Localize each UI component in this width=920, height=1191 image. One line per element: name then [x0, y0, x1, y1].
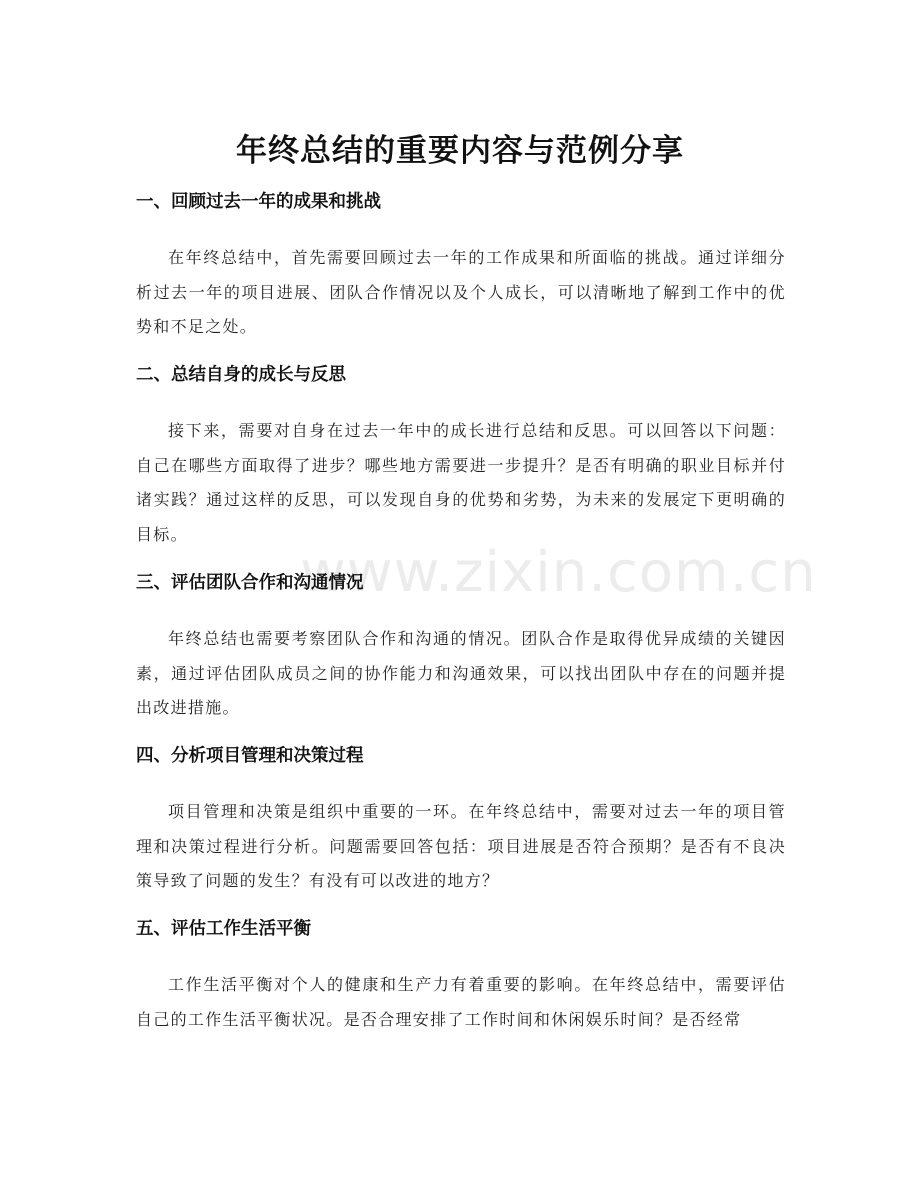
section-paragraph: 工作生活平衡对个人的健康和生产力有着重要的影响。在年终总结中，需要评估自己的工作生活平衡状况。是否合理安排了工作时间和休闲娱乐时间？是否经常 [136, 975, 786, 1029]
section-heading: 五、评估工作生活平衡 [136, 919, 311, 939]
section-heading: 三、评估团队合作和沟通情况 [136, 573, 364, 593]
section-heading: 二、总结自身的成长与反思 [136, 365, 346, 385]
document-title: 年终总结的重要内容与范例分享 [236, 132, 684, 169]
section-paragraph: 项目管理和决策是组织中重要的一环。在年终总结中，需要对过去一年的项目管理和决策过程进行分析。问题需要回答包括：项目进展是否符合预期？是否有不良决策导致了问题的发生？有没有可以改进的地方？ [136, 802, 786, 890]
section-paragraph: 年终总结也需要考察团队合作和沟通的情况。团队合作是取得优异成绩的关键因素，通过评估团队成员之间的协作能力和沟通效果，可以找出团队中存在的问题并提出改进措施。 [136, 629, 786, 717]
section-2 [136, 362, 786, 552]
section-heading: 一、回顾过去一年的成果和挑战 [136, 192, 381, 212]
section-1 [136, 189, 786, 345]
section-heading: 四、分析项目管理和决策过程 [136, 746, 364, 766]
section-3 [136, 570, 786, 726]
section-4 [136, 743, 786, 899]
section-paragraph: 接下来，需要对自身在过去一年中的成长进行总结和反思。可以回答以下问题：自己在哪些方面取得了进步？哪些地方需要进一步提升？是否有明确的职业目标并付诸实践？通过这样的反思，可以发现自身的优势和劣势，为未来的发展定下更明确的目标。 [136, 421, 786, 544]
section-5 [136, 916, 786, 1037]
section-paragraph: 在年终总结中，首先需要回顾过去一年的工作成果和所面临的挑战。通过详细分析过去一年的项目进展、团队合作情况以及个人成长，可以清晰地了解到工作中的优势和不足之处。 [136, 248, 786, 336]
watermark: www.zixin.com.cn [300, 540, 817, 605]
